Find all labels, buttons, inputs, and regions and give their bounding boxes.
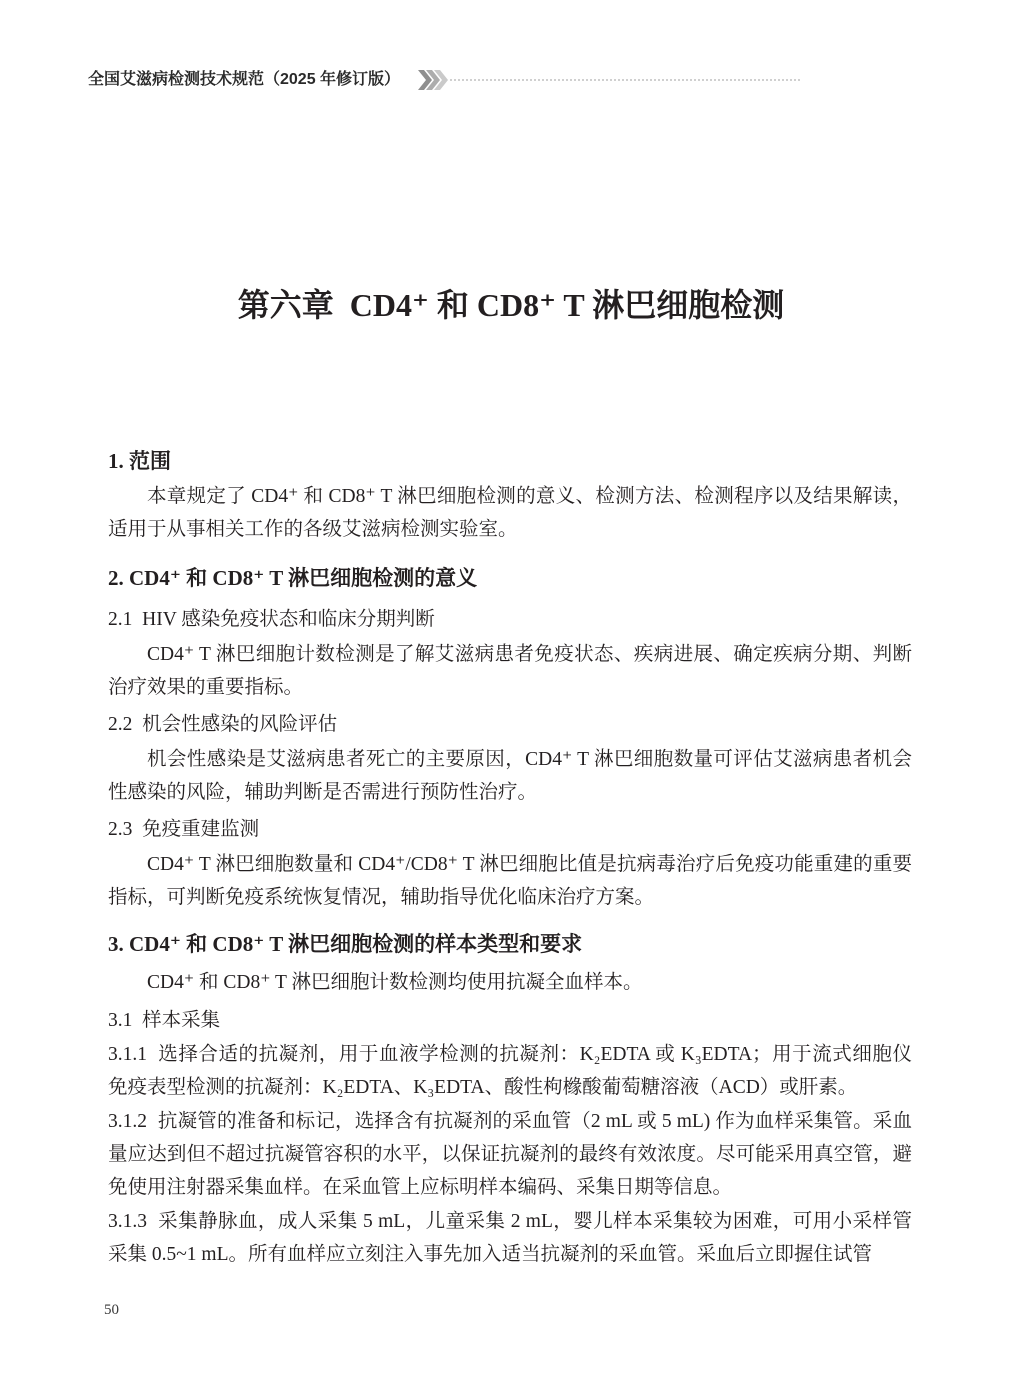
subsection-heading-3-1: 3.1 样本采集 (108, 1010, 221, 1031)
list-item (108, 1038, 912, 1104)
subsection-heading-2-2: 2.2 机会性感染的风险评估 (108, 714, 338, 735)
scope-paragraph: 本章规定了 CD4⁺ 和 CD8⁺ T 淋巴细胞检测的意义、检测方法、检测程序以及结果解读，适用于从事相关工作的各级艾滋病检测实验室。 (108, 486, 912, 540)
triple-chevron-right-icon (418, 70, 448, 90)
item-number: 3.1.3 (108, 1211, 147, 1232)
subsection-paragraph-2-1: CD4⁺ T 淋巴细胞计数检测是了解艾滋病患者免疫状态、疾病进展、确定疾病分期、判断治疗效果的重要指标。 (108, 644, 912, 698)
subsection-paragraph-2-3: CD4⁺ T 淋巴细胞数量和 CD4⁺/CD8⁺ T 淋巴细胞比值是抗病毒治疗后免疫功能重建的重要指标，可判断免疫系统恢复情况，辅助指导优化临床治疗方案。 (108, 854, 912, 908)
running-head (88, 68, 800, 92)
subsection-heading-2-1: 2.1 HIV 感染免疫状态和临床分期判断 (108, 609, 435, 630)
section-heading-scope: 1. 范围 (108, 449, 171, 473)
item-text: 采集静脉血，成人采集 5 mL，儿童采集 2 mL，婴儿样本采集较为困难，可用小采样管采集 0.5~1 mL。所有血样应立刻注入事先加入适当抗凝剂的采血管。采血后立即握住试管 (108, 1211, 912, 1265)
section-heading-sample-requirements: 3. CD4⁺ 和 CD8⁺ T 淋巴细胞检测的样本类型和要求 (108, 932, 583, 956)
chapter-title: 第六章 CD4⁺ 和 CD8⁺ T 淋巴细胞检测 (237, 287, 785, 323)
item-number: 3.1.2 (108, 1111, 147, 1132)
section-heading-significance: 2. CD4⁺ 和 CD8⁺ T 淋巴细胞检测的意义 (108, 566, 478, 590)
running-head-title: 全国艾滋病检测技术规范（2025 年修订版） (88, 71, 401, 88)
list-item (108, 1205, 912, 1271)
sample-intro-paragraph: CD4⁺ 和 CD8⁺ T 淋巴细胞计数检测均使用抗凝全血样本。 (147, 972, 643, 993)
page-number: 50 (104, 1302, 119, 1318)
item-number: 3.1.1 (108, 1044, 147, 1065)
header-dotted-rule (450, 79, 800, 81)
subsection-paragraph-2-2: 机会性感染是艾滋病患者死亡的主要原因，CD4⁺ T 淋巴细胞数量可评估艾滋病患者机会性感染的风险，辅助判断是否需进行预防性治疗。 (108, 749, 912, 803)
subsection-heading-2-3: 2.3 免疫重建监测 (108, 819, 260, 840)
item-text: 选择合适的抗凝剂，用于血液学检测的抗凝剂：K₂EDTA 或 K₃EDTA；用于流式细胞仪免疫表型检测的抗凝剂：K₂EDTA、K₃EDTA、酸性枸橼酸葡萄糖溶液（ACD）或肝素。 (108, 1044, 912, 1098)
list-item (108, 1105, 912, 1204)
chapter-body (108, 444, 912, 1271)
item-text: 抗凝管的准备和标记，选择含有抗凝剂的采血管（2 mL 或 5 mL) 作为血样采集管。采血量应达到但不超过抗凝管容积的水平，以保证抗凝剂的最终有效浓度。尽可能采用真空管，避免使用注射器采集血样。在采血管上应标明样本编码、采集日期等信息。 (108, 1111, 912, 1198)
